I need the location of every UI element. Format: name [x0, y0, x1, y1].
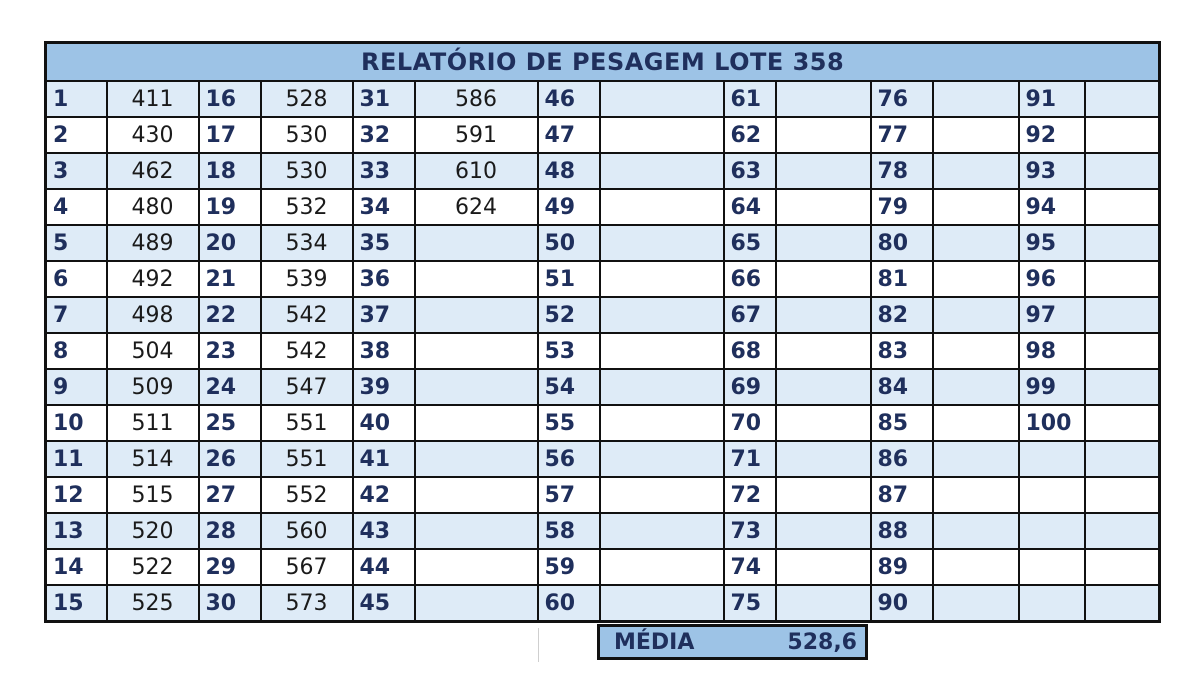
entry-number: 48 [538, 153, 600, 189]
entry-number: 68 [724, 333, 776, 369]
entry-number: 33 [353, 153, 415, 189]
entry-number: 24 [199, 369, 261, 405]
entry-number: 81 [871, 261, 933, 297]
entry-weight: 610 [415, 153, 538, 189]
entry-number: 92 [1019, 117, 1085, 153]
entry-number: 64 [724, 189, 776, 225]
entry-weight: 560 [261, 513, 353, 549]
entry-weight [933, 117, 1019, 153]
entry-weight [933, 405, 1019, 441]
entry-weight [933, 81, 1019, 117]
entry-weight [776, 225, 871, 261]
entry-number: 7 [46, 297, 107, 333]
entry-number: 17 [199, 117, 261, 153]
entry-number: 19 [199, 189, 261, 225]
entry-weight: 489 [107, 225, 199, 261]
entry-weight [1085, 585, 1160, 622]
entry-number [1019, 477, 1085, 513]
entry-weight [600, 297, 724, 333]
entry-weight [933, 369, 1019, 405]
entry-number: 98 [1019, 333, 1085, 369]
entry-weight [1085, 333, 1160, 369]
entry-number: 77 [871, 117, 933, 153]
entry-weight [415, 405, 538, 441]
entry-number: 85 [871, 405, 933, 441]
entry-number: 70 [724, 405, 776, 441]
entry-weight [600, 477, 724, 513]
entry-number: 45 [353, 585, 415, 622]
entry-weight [1085, 117, 1160, 153]
entry-weight [415, 513, 538, 549]
entry-weight [776, 369, 871, 405]
entry-weight [933, 441, 1019, 477]
entry-weight [600, 405, 724, 441]
entry-number: 84 [871, 369, 933, 405]
entry-weight: 530 [261, 117, 353, 153]
entry-number: 91 [1019, 81, 1085, 117]
entry-weight [776, 297, 871, 333]
entry-weight [600, 117, 724, 153]
entry-number: 41 [353, 441, 415, 477]
entry-weight: 504 [107, 333, 199, 369]
entry-number: 100 [1019, 405, 1085, 441]
entry-weight [1085, 153, 1160, 189]
table-row [46, 153, 1160, 189]
table-row [46, 261, 1160, 297]
entry-weight [933, 189, 1019, 225]
entry-weight [776, 441, 871, 477]
entry-weight: 573 [261, 585, 353, 622]
entry-weight [776, 189, 871, 225]
entry-number: 27 [199, 477, 261, 513]
entry-weight: 520 [107, 513, 199, 549]
entry-weight [415, 225, 538, 261]
entry-number: 40 [353, 405, 415, 441]
entry-weight [415, 441, 538, 477]
entry-number: 10 [46, 405, 107, 441]
entry-number: 74 [724, 549, 776, 585]
grid-divider [538, 628, 539, 662]
entry-number: 87 [871, 477, 933, 513]
entry-weight: 430 [107, 117, 199, 153]
entry-number: 46 [538, 81, 600, 117]
entry-number: 57 [538, 477, 600, 513]
entry-number: 69 [724, 369, 776, 405]
entry-weight: 624 [415, 189, 538, 225]
entry-weight: 539 [261, 261, 353, 297]
table-row [46, 549, 1160, 585]
entry-number: 79 [871, 189, 933, 225]
entry-weight [1085, 297, 1160, 333]
entry-number: 16 [199, 81, 261, 117]
entry-weight [600, 549, 724, 585]
entry-number: 5 [46, 225, 107, 261]
average-value: 528,6 [787, 629, 857, 655]
entry-weight: 528 [261, 81, 353, 117]
table-row [46, 225, 1160, 261]
entry-number: 60 [538, 585, 600, 622]
entry-number: 76 [871, 81, 933, 117]
entry-weight: 509 [107, 369, 199, 405]
entry-weight [933, 549, 1019, 585]
entry-weight: 551 [261, 405, 353, 441]
entry-number [1019, 585, 1085, 622]
entry-number: 13 [46, 513, 107, 549]
entry-weight [1085, 189, 1160, 225]
entry-number: 35 [353, 225, 415, 261]
average-box [597, 624, 868, 660]
entry-number: 42 [353, 477, 415, 513]
entry-weight: 492 [107, 261, 199, 297]
entry-weight [776, 81, 871, 117]
entry-number: 93 [1019, 153, 1085, 189]
entry-number: 34 [353, 189, 415, 225]
entry-weight: 547 [261, 369, 353, 405]
entry-number: 75 [724, 585, 776, 622]
entry-number: 28 [199, 513, 261, 549]
entry-number: 6 [46, 261, 107, 297]
entry-weight [776, 117, 871, 153]
entry-number: 18 [199, 153, 261, 189]
table-row [46, 333, 1160, 369]
entry-weight [415, 297, 538, 333]
entry-number [1019, 441, 1085, 477]
entry-weight: 586 [415, 81, 538, 117]
entry-weight: 591 [415, 117, 538, 153]
entry-weight [600, 189, 724, 225]
entry-weight: 542 [261, 297, 353, 333]
entry-number: 51 [538, 261, 600, 297]
entry-number: 63 [724, 153, 776, 189]
entry-number: 8 [46, 333, 107, 369]
entry-number: 59 [538, 549, 600, 585]
entry-weight [933, 225, 1019, 261]
entry-number: 90 [871, 585, 933, 622]
entry-number: 38 [353, 333, 415, 369]
entry-number [1019, 549, 1085, 585]
entry-number: 39 [353, 369, 415, 405]
entry-weight [415, 477, 538, 513]
average-label: MÉDIA [614, 629, 695, 655]
table-row [46, 369, 1160, 405]
table-row [46, 297, 1160, 333]
entry-number: 20 [199, 225, 261, 261]
table-row [46, 441, 1160, 477]
entry-number: 52 [538, 297, 600, 333]
entry-weight [600, 261, 724, 297]
entry-weight [415, 369, 538, 405]
entry-weight: 522 [107, 549, 199, 585]
entry-number: 71 [724, 441, 776, 477]
entry-number: 29 [199, 549, 261, 585]
entry-weight: 552 [261, 477, 353, 513]
entry-weight [1085, 405, 1160, 441]
weighing-report-table [44, 41, 1161, 623]
entry-weight: 534 [261, 225, 353, 261]
entry-weight [933, 297, 1019, 333]
entry-weight [415, 549, 538, 585]
entry-number: 3 [46, 153, 107, 189]
entry-number: 14 [46, 549, 107, 585]
entry-number: 15 [46, 585, 107, 622]
entry-weight [776, 405, 871, 441]
table-row [46, 189, 1160, 225]
entry-weight [776, 333, 871, 369]
entry-weight [1085, 477, 1160, 513]
entry-number: 88 [871, 513, 933, 549]
entry-number: 83 [871, 333, 933, 369]
entry-number: 80 [871, 225, 933, 261]
table-row [46, 81, 1160, 117]
entry-weight: 480 [107, 189, 199, 225]
entry-number: 23 [199, 333, 261, 369]
entry-number: 47 [538, 117, 600, 153]
entry-number: 26 [199, 441, 261, 477]
entry-weight [1085, 441, 1160, 477]
entry-weight [600, 441, 724, 477]
entry-number: 36 [353, 261, 415, 297]
entry-number: 94 [1019, 189, 1085, 225]
entry-weight: 530 [261, 153, 353, 189]
entry-weight [933, 585, 1019, 622]
entry-weight [1085, 369, 1160, 405]
entry-number: 11 [46, 441, 107, 477]
entry-weight [600, 153, 724, 189]
entry-number: 67 [724, 297, 776, 333]
report-title: RELATÓRIO DE PESAGEM LOTE 358 [46, 43, 1160, 82]
entry-number: 58 [538, 513, 600, 549]
entry-number: 12 [46, 477, 107, 513]
entry-weight [776, 585, 871, 622]
entry-number: 30 [199, 585, 261, 622]
entry-weight [933, 261, 1019, 297]
entry-weight: 498 [107, 297, 199, 333]
entry-weight: 462 [107, 153, 199, 189]
entry-weight [1085, 261, 1160, 297]
table-row [46, 117, 1160, 153]
entry-weight [933, 333, 1019, 369]
entry-weight [415, 261, 538, 297]
entry-number: 55 [538, 405, 600, 441]
entry-number: 31 [353, 81, 415, 117]
entry-number: 1 [46, 81, 107, 117]
entry-weight: 551 [261, 441, 353, 477]
entry-number: 89 [871, 549, 933, 585]
entry-weight [776, 261, 871, 297]
entry-number: 25 [199, 405, 261, 441]
entry-weight: 411 [107, 81, 199, 117]
entry-number: 86 [871, 441, 933, 477]
entry-number: 53 [538, 333, 600, 369]
entry-weight [1085, 225, 1160, 261]
entry-weight [600, 333, 724, 369]
entry-number: 66 [724, 261, 776, 297]
entry-weight: 532 [261, 189, 353, 225]
entry-number: 49 [538, 189, 600, 225]
entry-weight: 542 [261, 333, 353, 369]
entry-weight: 567 [261, 549, 353, 585]
entry-weight [600, 225, 724, 261]
entry-number: 62 [724, 117, 776, 153]
entry-weight [776, 513, 871, 549]
entry-number: 37 [353, 297, 415, 333]
entry-weight [600, 81, 724, 117]
entry-weight [415, 585, 538, 622]
entry-number: 9 [46, 369, 107, 405]
entry-number: 32 [353, 117, 415, 153]
entry-number [1019, 513, 1085, 549]
entry-number: 82 [871, 297, 933, 333]
entry-number: 73 [724, 513, 776, 549]
table-row [46, 585, 1160, 622]
entry-number: 56 [538, 441, 600, 477]
entry-weight: 514 [107, 441, 199, 477]
entry-weight [933, 477, 1019, 513]
entry-number: 43 [353, 513, 415, 549]
entry-weight [933, 153, 1019, 189]
entry-number: 22 [199, 297, 261, 333]
entry-number: 96 [1019, 261, 1085, 297]
entry-number: 99 [1019, 369, 1085, 405]
entry-weight: 511 [107, 405, 199, 441]
entry-weight [1085, 513, 1160, 549]
entry-number: 61 [724, 81, 776, 117]
entry-number: 4 [46, 189, 107, 225]
entry-number: 50 [538, 225, 600, 261]
entry-number: 65 [724, 225, 776, 261]
table-row [46, 477, 1160, 513]
entry-number: 72 [724, 477, 776, 513]
entry-number: 97 [1019, 297, 1085, 333]
entry-number: 78 [871, 153, 933, 189]
entry-weight [776, 477, 871, 513]
entry-weight [600, 513, 724, 549]
report-body [46, 81, 1160, 622]
entry-weight: 515 [107, 477, 199, 513]
entry-number: 44 [353, 549, 415, 585]
entry-weight [776, 153, 871, 189]
entry-weight: 525 [107, 585, 199, 622]
entry-number: 2 [46, 117, 107, 153]
entry-weight [600, 369, 724, 405]
entry-weight [933, 513, 1019, 549]
entry-weight [415, 333, 538, 369]
entry-weight [1085, 81, 1160, 117]
entry-number: 21 [199, 261, 261, 297]
table-row [46, 405, 1160, 441]
entry-number: 95 [1019, 225, 1085, 261]
entry-weight [600, 585, 724, 622]
entry-weight [776, 549, 871, 585]
entry-weight [1085, 549, 1160, 585]
table-row [46, 513, 1160, 549]
entry-number: 54 [538, 369, 600, 405]
